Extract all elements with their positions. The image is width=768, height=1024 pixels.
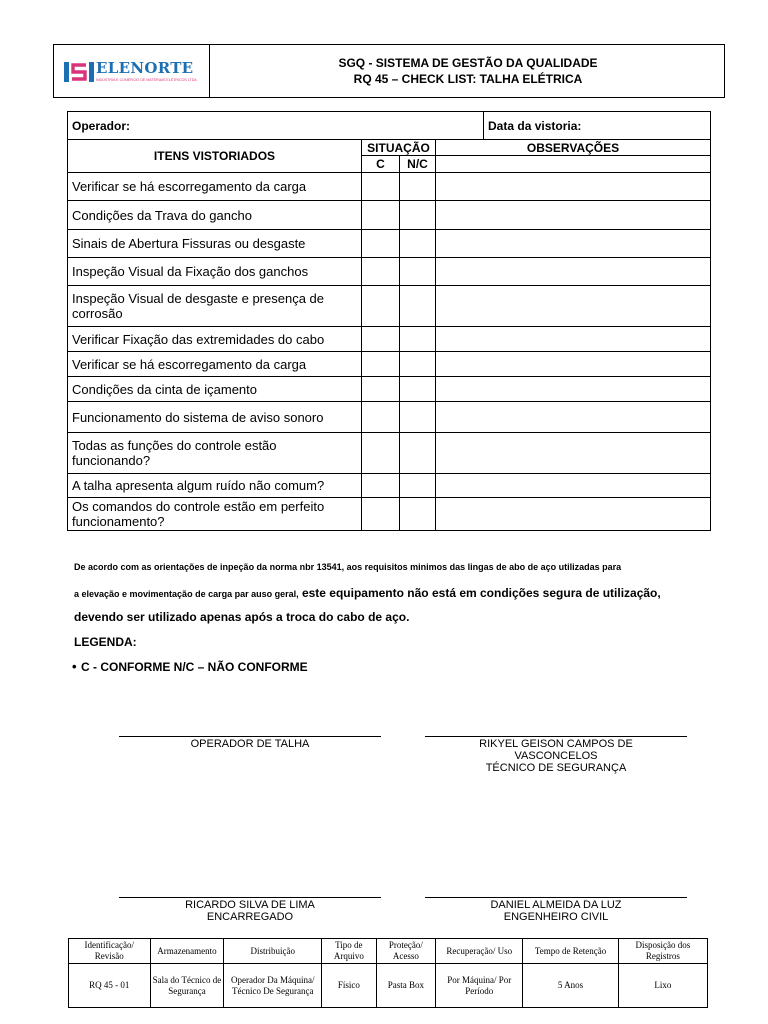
footer-header-file-type: Tipo de Arquivo bbox=[322, 939, 376, 964]
observation-cell[interactable] bbox=[436, 352, 711, 377]
inspection-date-label: Data da vistoria: bbox=[488, 118, 582, 133]
checklist-item-label: Todas as funções do controle estão funcionando? bbox=[68, 433, 362, 474]
checklist-item-label: Inspeção Visual de desgaste e presença de corrosão bbox=[68, 286, 362, 327]
checkbox-nao-conforme[interactable] bbox=[400, 258, 436, 286]
checklist-row bbox=[68, 286, 711, 327]
footer-header-storage: Armazenamento bbox=[150, 939, 224, 964]
column-header-items: ITENS VISTORIADOS bbox=[68, 140, 362, 173]
column-header-situation: SITUAÇÃO bbox=[362, 140, 436, 156]
footer-value-identification: RQ 45 - 01 bbox=[69, 964, 151, 1008]
observation-cell[interactable] bbox=[436, 327, 711, 352]
observation-cell[interactable] bbox=[436, 498, 711, 531]
checkbox-nao-conforme[interactable] bbox=[400, 286, 436, 327]
checklist-item-label: Verificar se há escorregamento da carga bbox=[68, 352, 362, 377]
signature-operator bbox=[119, 738, 381, 750]
footer-header-identification: Identificação/ Revisão bbox=[69, 939, 151, 964]
column-header-c: C bbox=[362, 156, 400, 173]
observation-cell[interactable] bbox=[436, 173, 711, 201]
observation-cell[interactable] bbox=[436, 286, 711, 327]
checkbox-conforme[interactable] bbox=[362, 201, 400, 230]
footer-value-protection: Pasta Box bbox=[376, 964, 436, 1008]
observation-cell[interactable] bbox=[436, 474, 711, 498]
checkbox-nao-conforme[interactable] bbox=[400, 173, 436, 201]
column-header-observations: OBSERVAÇÕES bbox=[436, 140, 711, 156]
norm-note-line2 bbox=[74, 584, 661, 602]
checkbox-nao-conforme[interactable] bbox=[400, 377, 436, 402]
checkbox-nao-conforme[interactable] bbox=[400, 433, 436, 474]
checkbox-nao-conforme[interactable] bbox=[400, 474, 436, 498]
norm-note-line3: devendo ser utilizado apenas após a troca do cabo de aço. bbox=[74, 610, 410, 624]
column-header-nc: N/C bbox=[400, 156, 436, 173]
signature-foreman bbox=[119, 899, 381, 923]
checkbox-nao-conforme[interactable] bbox=[400, 230, 436, 258]
checklist-table bbox=[67, 111, 711, 531]
checkbox-conforme[interactable] bbox=[362, 402, 400, 433]
logo-mark-icon bbox=[64, 60, 94, 84]
company-logo bbox=[64, 58, 198, 86]
checkbox-nao-conforme[interactable] bbox=[400, 402, 436, 433]
checkbox-nao-conforme[interactable] bbox=[400, 352, 436, 377]
signature-safety-role: TÉCNICO DE SEGURANÇA bbox=[485, 762, 627, 774]
observation-cell[interactable] bbox=[436, 258, 711, 286]
checkbox-conforme[interactable] bbox=[362, 258, 400, 286]
checklist-row bbox=[68, 201, 711, 230]
checklist-row bbox=[68, 498, 711, 531]
observation-cell[interactable] bbox=[436, 201, 711, 230]
records-control-table bbox=[68, 938, 708, 1008]
signature-operator-role: OPERADOR DE TALHA bbox=[190, 738, 310, 750]
checklist-item-label: Sinais de Abertura Fissuras ou desgaste bbox=[68, 230, 362, 258]
checklist-item-label: Verificar se há escorregamento da carga bbox=[68, 173, 362, 201]
signature-foreman-name: RICARDO SILVA DE LIMA bbox=[185, 899, 315, 911]
checklist-row bbox=[68, 352, 711, 377]
bullet-icon: • bbox=[72, 659, 77, 674]
checklist-item-label: Condições da Trava do gancho bbox=[68, 201, 362, 230]
observation-cell[interactable] bbox=[436, 433, 711, 474]
signature-safety-name-line1: RIKYEL GEISON CAMPOS DE bbox=[479, 738, 633, 750]
signature-line-operator bbox=[119, 736, 381, 737]
footer-value-file-type: Físico bbox=[322, 964, 376, 1008]
checklist-item-label: Inspeção Visual da Fixação dos ganchos bbox=[68, 258, 362, 286]
header-title-line1: SGQ - SISTEMA DE GESTÃO DA QUALIDADE bbox=[338, 56, 598, 70]
observation-cell[interactable] bbox=[436, 230, 711, 258]
checkbox-conforme[interactable] bbox=[362, 173, 400, 201]
footer-header-retention: Tempo de Retenção bbox=[523, 939, 619, 964]
legend-title: LEGENDA: bbox=[74, 635, 137, 649]
checkbox-conforme[interactable] bbox=[362, 498, 400, 531]
checklist-item-label: Condições da cinta de içamento bbox=[68, 377, 362, 402]
signature-engineer-role: ENGENHEIRO CIVIL bbox=[503, 911, 609, 923]
norm-note-line1: De acordo com as orientações de inpeção da norma nbr 13541, aos requisitos minimos das lingas de abo de aço utilizadas para bbox=[74, 562, 622, 572]
inspection-date-field[interactable] bbox=[484, 112, 711, 140]
norm-note-line2-small: a elevação e movimentação de carga par auso geral, bbox=[74, 589, 299, 599]
logo-text: ELENORTE bbox=[96, 59, 194, 77]
document-header bbox=[53, 44, 725, 98]
observation-cell[interactable] bbox=[436, 377, 711, 402]
footer-value-distribution: Operador Da Máquina/ Técnico De Segurança bbox=[224, 964, 322, 1008]
checkbox-conforme[interactable] bbox=[362, 433, 400, 474]
footer-value-storage: Sala do Técnico de Segurança bbox=[150, 964, 224, 1008]
header-title-line2: RQ 45 – CHECK LIST: TALHA ELÉTRICA bbox=[353, 72, 583, 86]
signature-safety-technician bbox=[425, 738, 687, 774]
checkbox-nao-conforme[interactable] bbox=[400, 327, 436, 352]
footer-header-distribution: Distribuição bbox=[224, 939, 322, 964]
operator-field[interactable] bbox=[68, 112, 484, 140]
checklist-row bbox=[68, 258, 711, 286]
legend-entry bbox=[72, 658, 308, 676]
signature-line-foreman bbox=[119, 897, 381, 898]
checklist-row bbox=[68, 327, 711, 352]
observation-cell[interactable] bbox=[436, 402, 711, 433]
logo-subtext: INDÚSTRIA E COMÉRCIO DE MATERIAIS ELÉTRICOS LTDA bbox=[96, 78, 197, 82]
signature-line-safety bbox=[425, 736, 687, 737]
checklist-row bbox=[68, 173, 711, 201]
checklist-item-label: Funcionamento do sistema de aviso sonoro bbox=[68, 402, 362, 433]
signature-foreman-role: ENCARREGADO bbox=[206, 911, 294, 923]
signature-line-engineer bbox=[425, 897, 687, 898]
operator-label: Operador: bbox=[72, 118, 131, 133]
checklist-row bbox=[68, 474, 711, 498]
norm-note-line2-big: este equipamento não está em condições segura de utilização, bbox=[298, 586, 661, 600]
checklist-item-label: Os comandos do controle estão em perfeito funcionamento? bbox=[68, 498, 362, 531]
checkbox-conforme[interactable] bbox=[362, 286, 400, 327]
checkbox-conforme[interactable] bbox=[362, 352, 400, 377]
checklist-row bbox=[68, 230, 711, 258]
footer-header-disposal: Disposição dos Registros bbox=[618, 939, 707, 964]
footer-value-disposal: Lixo bbox=[618, 964, 707, 1008]
checkbox-nao-conforme[interactable] bbox=[400, 498, 436, 531]
footer-header-protection: Proteção/ Acesso bbox=[376, 939, 436, 964]
footer-value-recovery: Por Máquina/ Por Período bbox=[436, 964, 523, 1008]
footer-value-retention: 5 Anos bbox=[523, 964, 619, 1008]
checkbox-conforme[interactable] bbox=[362, 230, 400, 258]
checklist-row bbox=[68, 402, 711, 433]
checklist-row bbox=[68, 433, 711, 474]
signature-safety-name-line2: VASCONCELOS bbox=[514, 750, 598, 762]
header-title bbox=[211, 45, 725, 97]
legend-text: C - CONFORME N/C – NÃO CONFORME bbox=[81, 660, 308, 674]
signature-engineer-name: DANIEL ALMEIDA DA LUZ bbox=[490, 899, 622, 911]
observations-subheader-cell bbox=[436, 156, 711, 173]
checkbox-conforme[interactable] bbox=[362, 327, 400, 352]
checklist-item-label: Verificar Fixação das extremidades do cabo bbox=[68, 327, 362, 352]
footer-header-recovery: Recuperação/ Uso bbox=[436, 939, 523, 964]
checkbox-conforme[interactable] bbox=[362, 474, 400, 498]
checkbox-conforme[interactable] bbox=[362, 377, 400, 402]
signature-engineer bbox=[425, 899, 687, 923]
checklist-row bbox=[68, 377, 711, 402]
checkbox-nao-conforme[interactable] bbox=[400, 201, 436, 230]
logo-cell bbox=[54, 45, 210, 97]
checklist-item-label: A talha apresenta algum ruído não comum? bbox=[68, 474, 362, 498]
